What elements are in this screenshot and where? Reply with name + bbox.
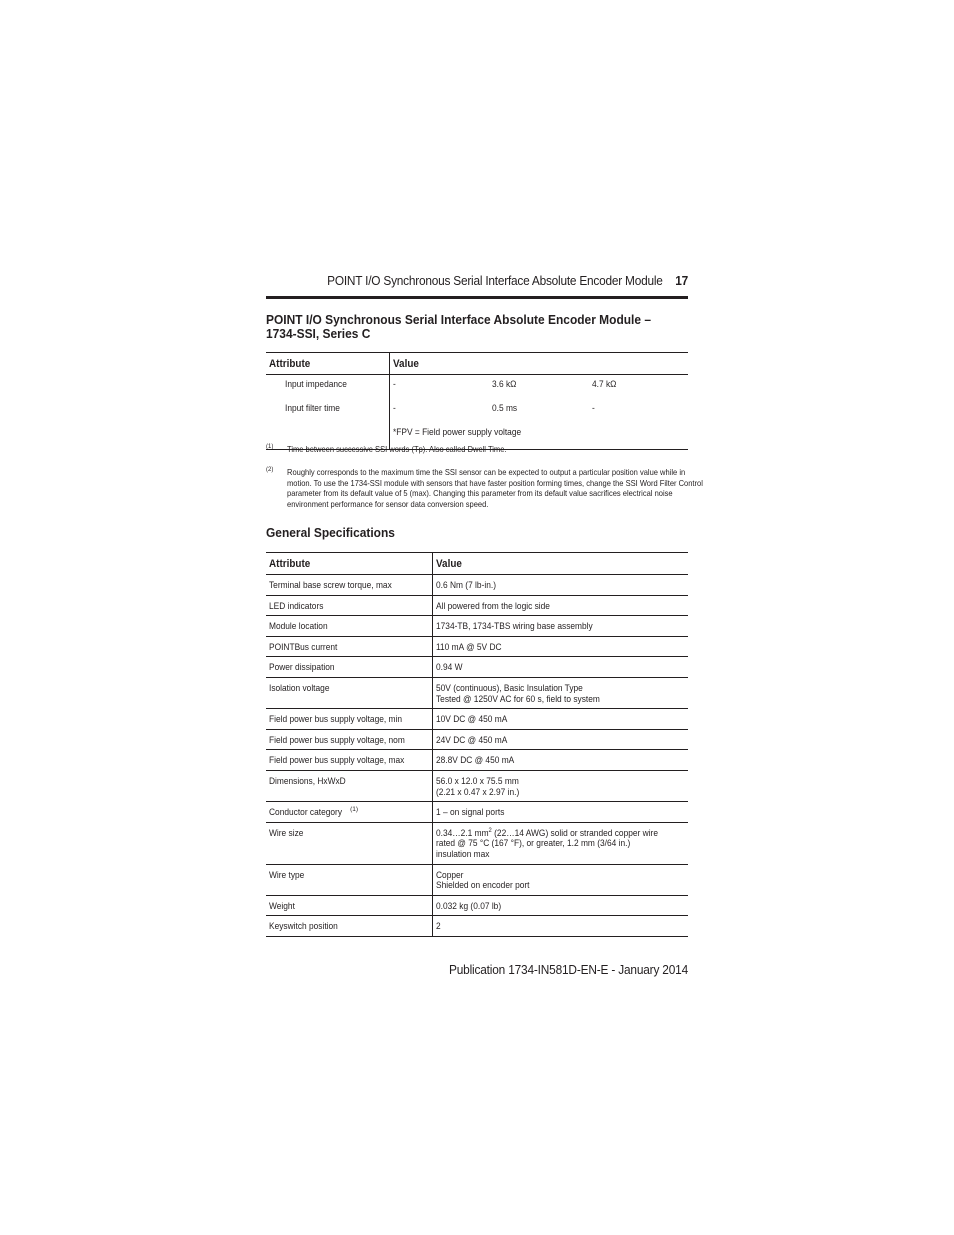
footnote-mark: (1) [266,444,274,450]
footnote-reference: (1) [350,806,359,814]
value-cell: 4.7 kΩ [592,379,617,389]
table-row [266,895,688,916]
note-cell: *FPV = Field power supply voltage [393,427,522,437]
attribute-cell: Dimensions, HxWxD [266,770,433,801]
value-cell: 0.5 ms [492,403,518,413]
value-line: 0.032 kg (0.07 lb) [436,900,502,911]
value-cell [433,595,689,616]
page-number: 17 [675,273,688,288]
value-line: All powered from the logic side [436,600,550,611]
footnote-text: Roughly corresponds to the maximum time the SSI sensor can be expected to output a particular position value while in motion. To use the 1734-SSI module with sensors that have faster position forming times, change the SSI Word Filter Control parameter from its default value of 5 (max). Changing this parameter from its default value sacrifices electrical noise environment performance for sensor data conversion speed. [287,468,703,509]
ssi-title-line-2: 1734-SSI, Series C [266,326,371,341]
value-line: (2.21 x 0.47 x 2.97 in.) [436,786,520,797]
value-line: insulation max [436,848,490,859]
value-cell: - [393,403,396,413]
attribute-cell: Weight [266,895,433,916]
general-spec-table [266,552,688,937]
value-line: 28.8V DC @ 450 mA [436,755,515,766]
value-line: 1734-TB, 1734-TBS wiring base assembly [436,621,593,632]
attribute-cell: POINTBus current [266,636,433,657]
attribute-cell: Power dissipation [266,657,433,678]
value-line: 50V (continuous), Basic Insulation Type [436,682,583,693]
attribute-cell: Wire size [266,822,433,864]
value-cell [433,709,689,730]
attribute-cell: Wire type [266,864,433,895]
value-line: 2 [436,921,441,932]
value-cell [433,822,689,864]
value-cell [433,657,689,678]
value-line: Shielded on encoder port [436,880,530,891]
attribute-cell: Field power bus supply voltage, nom [266,729,433,750]
value-cell: 3.6 kΩ [492,379,517,389]
column-header-attribute: Attribute [266,553,433,575]
ssi-title-line-1: POINT I/O Synchronous Serial Interface Absolute Encoder Module – [266,312,652,327]
table-row [266,729,688,750]
table-row [266,802,688,823]
value-cell: - [393,379,396,389]
table-row [266,770,688,801]
table-row [266,616,688,637]
header-rule [266,296,688,299]
footnote [266,467,703,510]
value-line: rated @ 75 °C (167 °F), or greater, 1.2 mm (3/64 in.) [436,838,631,849]
value-cell [433,895,689,916]
table-row [266,595,688,616]
publication-footer: Publication 1734-IN581D-EN-E - January 2014 [448,962,688,977]
general-spec-body [266,575,688,937]
value-cell [433,636,689,657]
ssi-spec-table [266,352,688,450]
table-header-row [266,553,688,575]
value-cell: - [592,403,595,413]
table-row [266,657,688,678]
attribute-cell: Keyswitch position [266,916,433,937]
table-row [266,709,688,730]
value-cell [433,916,689,937]
ssi-section-title [266,313,651,341]
value-cell [433,864,689,895]
table-header-row [266,353,688,375]
table-row [266,677,688,708]
value-line: 24V DC @ 450 mA [436,734,508,745]
column-header-value: Value [433,553,689,575]
value-line: 10V DC @ 450 mA [436,714,508,725]
table-row [266,864,688,895]
value-line: Copper [436,869,464,880]
footnote-text: Time between successive SSI words (Tp). Also called Dwell Time. [287,445,507,454]
table-row [266,399,688,423]
table-row [266,750,688,771]
attribute-cell: Conductor category $^{(1)}$ [266,802,433,823]
running-title: POINT I/O Synchronous Serial Interface Absolute Encoder Module [327,273,663,288]
value-cell [433,616,689,637]
value-cell [433,750,689,771]
column-header-attribute: Attribute [266,353,390,375]
table-row [266,575,688,596]
value-cell [433,677,689,708]
attribute-cell: Input filter time [266,399,390,423]
footnote-mark: (2) [266,467,274,473]
value-cell [433,729,689,750]
value-line: 110 mA @ 5V DC [436,641,502,652]
attribute-cell: Module location [266,616,433,637]
attribute-cell: Field power bus supply voltage, min [266,709,433,730]
table-row [266,636,688,657]
value-cell [433,802,689,823]
running-header [308,273,688,288]
table-row [266,375,688,400]
attribute-cell: Terminal base screw torque, max [266,575,433,596]
value-line: Tested @ 1250V AC for 60 s, field to system [436,693,600,704]
value-line: 0.94 W [436,662,463,673]
footnote [266,445,688,456]
value-line: 1 – on signal ports [436,807,505,818]
value-cell [433,770,689,801]
attribute-cell: Field power bus supply voltage, max [266,750,433,771]
general-specifications-title: General Specifications [266,525,395,540]
attribute-cell: Isolation voltage [266,677,433,708]
value-line: 56.0 x 12.0 x 75.5 mm [436,775,519,786]
column-header-value: Value [390,353,689,375]
value-cell [433,575,689,596]
value-line: 0.6 Nm (7 lb-in.) [436,580,496,590]
table-row [266,916,688,937]
attribute-cell: Input impedance [266,375,390,400]
value-line: 0.34…2.1 $mm^2$ (22…14 AWG) solid or stranded copper wire [436,826,658,838]
attribute-cell: LED indicators [266,595,433,616]
table-row [266,822,688,864]
